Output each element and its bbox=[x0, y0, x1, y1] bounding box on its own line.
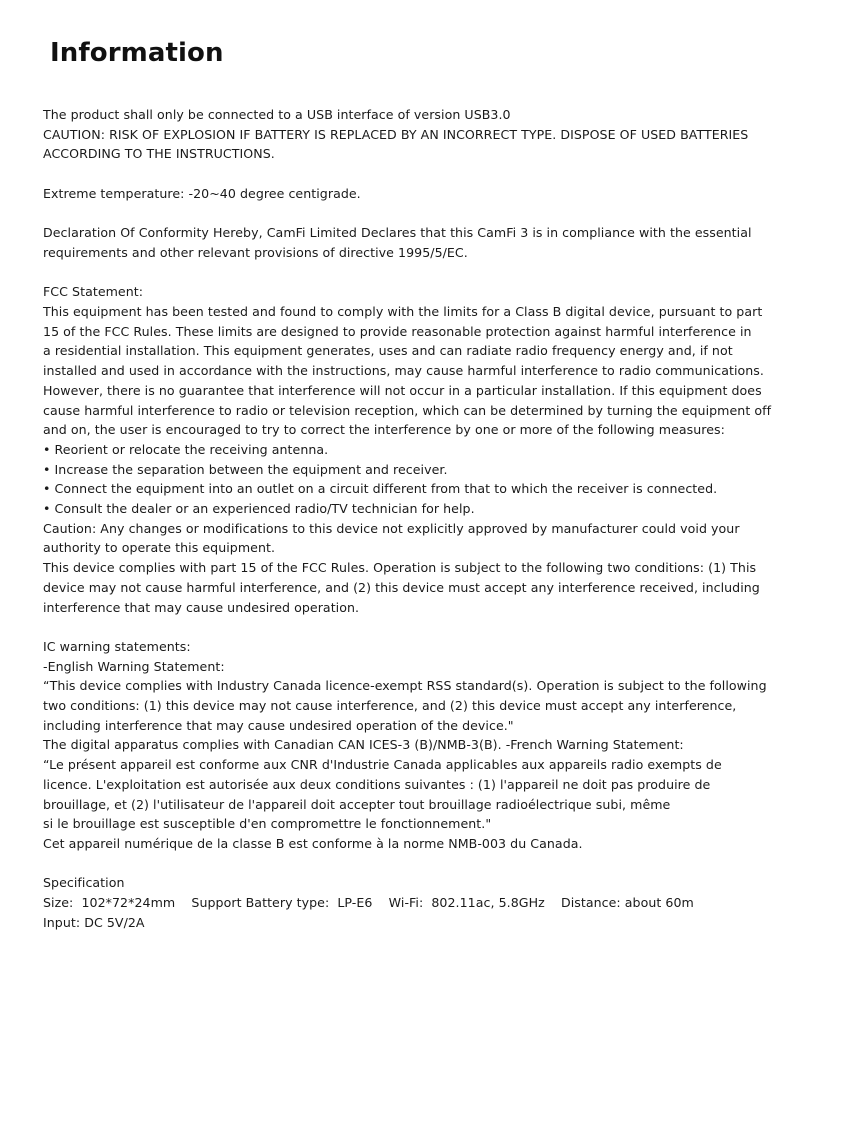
fcc-line: This device complies with part 15 of the FCC Rules. Operation is subject to the following two conditions: (1) This bbox=[43, 560, 757, 576]
temperature-line: Extreme temperature: -20~40 degree centigrade. bbox=[43, 185, 361, 201]
ic-line: The digital apparatus complies with Canadian CAN ICES-3 (B)/NMB-3(B). -French Warning Statement: bbox=[43, 737, 684, 753]
fcc-section bbox=[43, 282, 803, 617]
fcc-bullet: • Connect the equipment into an outlet on a circuit different from that to which the receiver is connected. bbox=[43, 481, 718, 497]
ic-line: brouillage, et (2) l'utilisateur de l'appareil doit accepter tout brouillage radioélectrique subi, même bbox=[43, 796, 671, 812]
fcc-heading: FCC Statement: bbox=[43, 284, 144, 300]
caution-line: CAUTION: RISK OF EXPLOSION IF BATTERY IS REPLACED BY AN INCORRECT TYPE. DISPOSE OF USED BATTERIES bbox=[43, 126, 749, 142]
ic-heading: IC warning statements: bbox=[43, 638, 191, 654]
ic-line: licence. L'exploitation est autorisée aux deux conditions suivantes : (1) l'appareil ne doit pas produire de bbox=[43, 776, 711, 792]
fcc-line: interference that may cause undesired operation. bbox=[43, 599, 360, 615]
specification-section bbox=[43, 873, 803, 932]
fcc-line: authority to operate this equipment. bbox=[43, 540, 276, 556]
temperature-section bbox=[43, 184, 803, 204]
ic-line: two conditions: (1) this device may not cause interference, and (2) this device must accept any interference, bbox=[43, 698, 737, 714]
declaration-line: requirements and other relevant provisions of directive 1995/5/EC. bbox=[43, 244, 468, 260]
fcc-bullet: • Increase the separation between the equipment and receiver. bbox=[43, 461, 448, 477]
fcc-bullet: • Consult the dealer or an experienced radio/TV technician for help. bbox=[43, 501, 475, 517]
specification-line: Input: DC 5V/2A bbox=[43, 914, 145, 930]
paragraph-gap bbox=[43, 204, 803, 224]
fcc-line: and on, the user is encouraged to try to correct the interference by one or more of the following measures: bbox=[43, 422, 725, 438]
paragraph-gap bbox=[43, 617, 803, 637]
specification-line: Size: 102*72*24mm Support Battery type: LP-E6 Wi-Fi: 802.11ac, 5.8GHz Distance: about 60m bbox=[43, 895, 694, 911]
fcc-line: a residential installation. This equipment generates, uses and can radiate radio frequency energy and, if not bbox=[43, 343, 733, 359]
ic-line: “Le présent appareil est conforme aux CNR d'Industrie Canada applicables aux appareils radio exempts de bbox=[43, 757, 722, 773]
ic-line: “This device complies with Industry Canada licence-exempt RSS standard(s). Operation is subject to the following bbox=[43, 678, 767, 694]
specification-heading: Specification bbox=[43, 875, 125, 891]
fcc-line: cause harmful interference to radio or television reception, which can be determined by turning the equipment off bbox=[43, 402, 772, 418]
ic-line: Cet appareil numérique de la classe B est conforme à la norme NMB-003 du Canada. bbox=[43, 835, 583, 851]
fcc-line: Caution: Any changes or modifications to this device not explicitly approved by manufacturer could void your bbox=[43, 520, 740, 536]
usb-line: The product shall only be connected to a USB interface of version USB3.0 bbox=[43, 107, 511, 122]
ic-line: si le brouillage est susceptible d'en compromettre le fonctionnement." bbox=[43, 816, 492, 832]
ic-line: -English Warning Statement: bbox=[43, 658, 225, 674]
fcc-bullet: • Reorient or relocate the receiving antenna. bbox=[43, 441, 329, 457]
declaration-section bbox=[43, 223, 803, 262]
usb-section bbox=[43, 105, 803, 164]
fcc-line: This equipment has been tested and found to comply with the limits for a Class B digital device, pursuant to part bbox=[43, 303, 763, 319]
paragraph-gap bbox=[43, 854, 803, 874]
fcc-line: device may not cause harmful interference, and (2) this device must accept any interference received, including bbox=[43, 579, 760, 595]
caution-line: ACCORDING TO THE INSTRUCTIONS. bbox=[43, 146, 275, 162]
page-title: Information bbox=[50, 38, 224, 68]
fcc-line: 15 of the FCC Rules. These limits are designed to provide reasonable protection against harmful interference in bbox=[43, 323, 752, 339]
declaration-line: Declaration Of Conformity Hereby, CamFi Limited Declares that this CamFi 3 is in compliance with the essential bbox=[43, 225, 752, 241]
document-body bbox=[43, 105, 803, 932]
fcc-line: installed and used in accordance with the instructions, may cause harmful interference to radio communications. bbox=[43, 363, 764, 379]
ic-line: including interference that may cause undesired operation of the device." bbox=[43, 717, 514, 733]
paragraph-gap bbox=[43, 164, 803, 184]
fcc-line: However, there is no guarantee that interference will not occur in a particular installation. If this equipment does bbox=[43, 382, 762, 398]
ic-section bbox=[43, 637, 803, 854]
paragraph-gap bbox=[43, 263, 803, 283]
